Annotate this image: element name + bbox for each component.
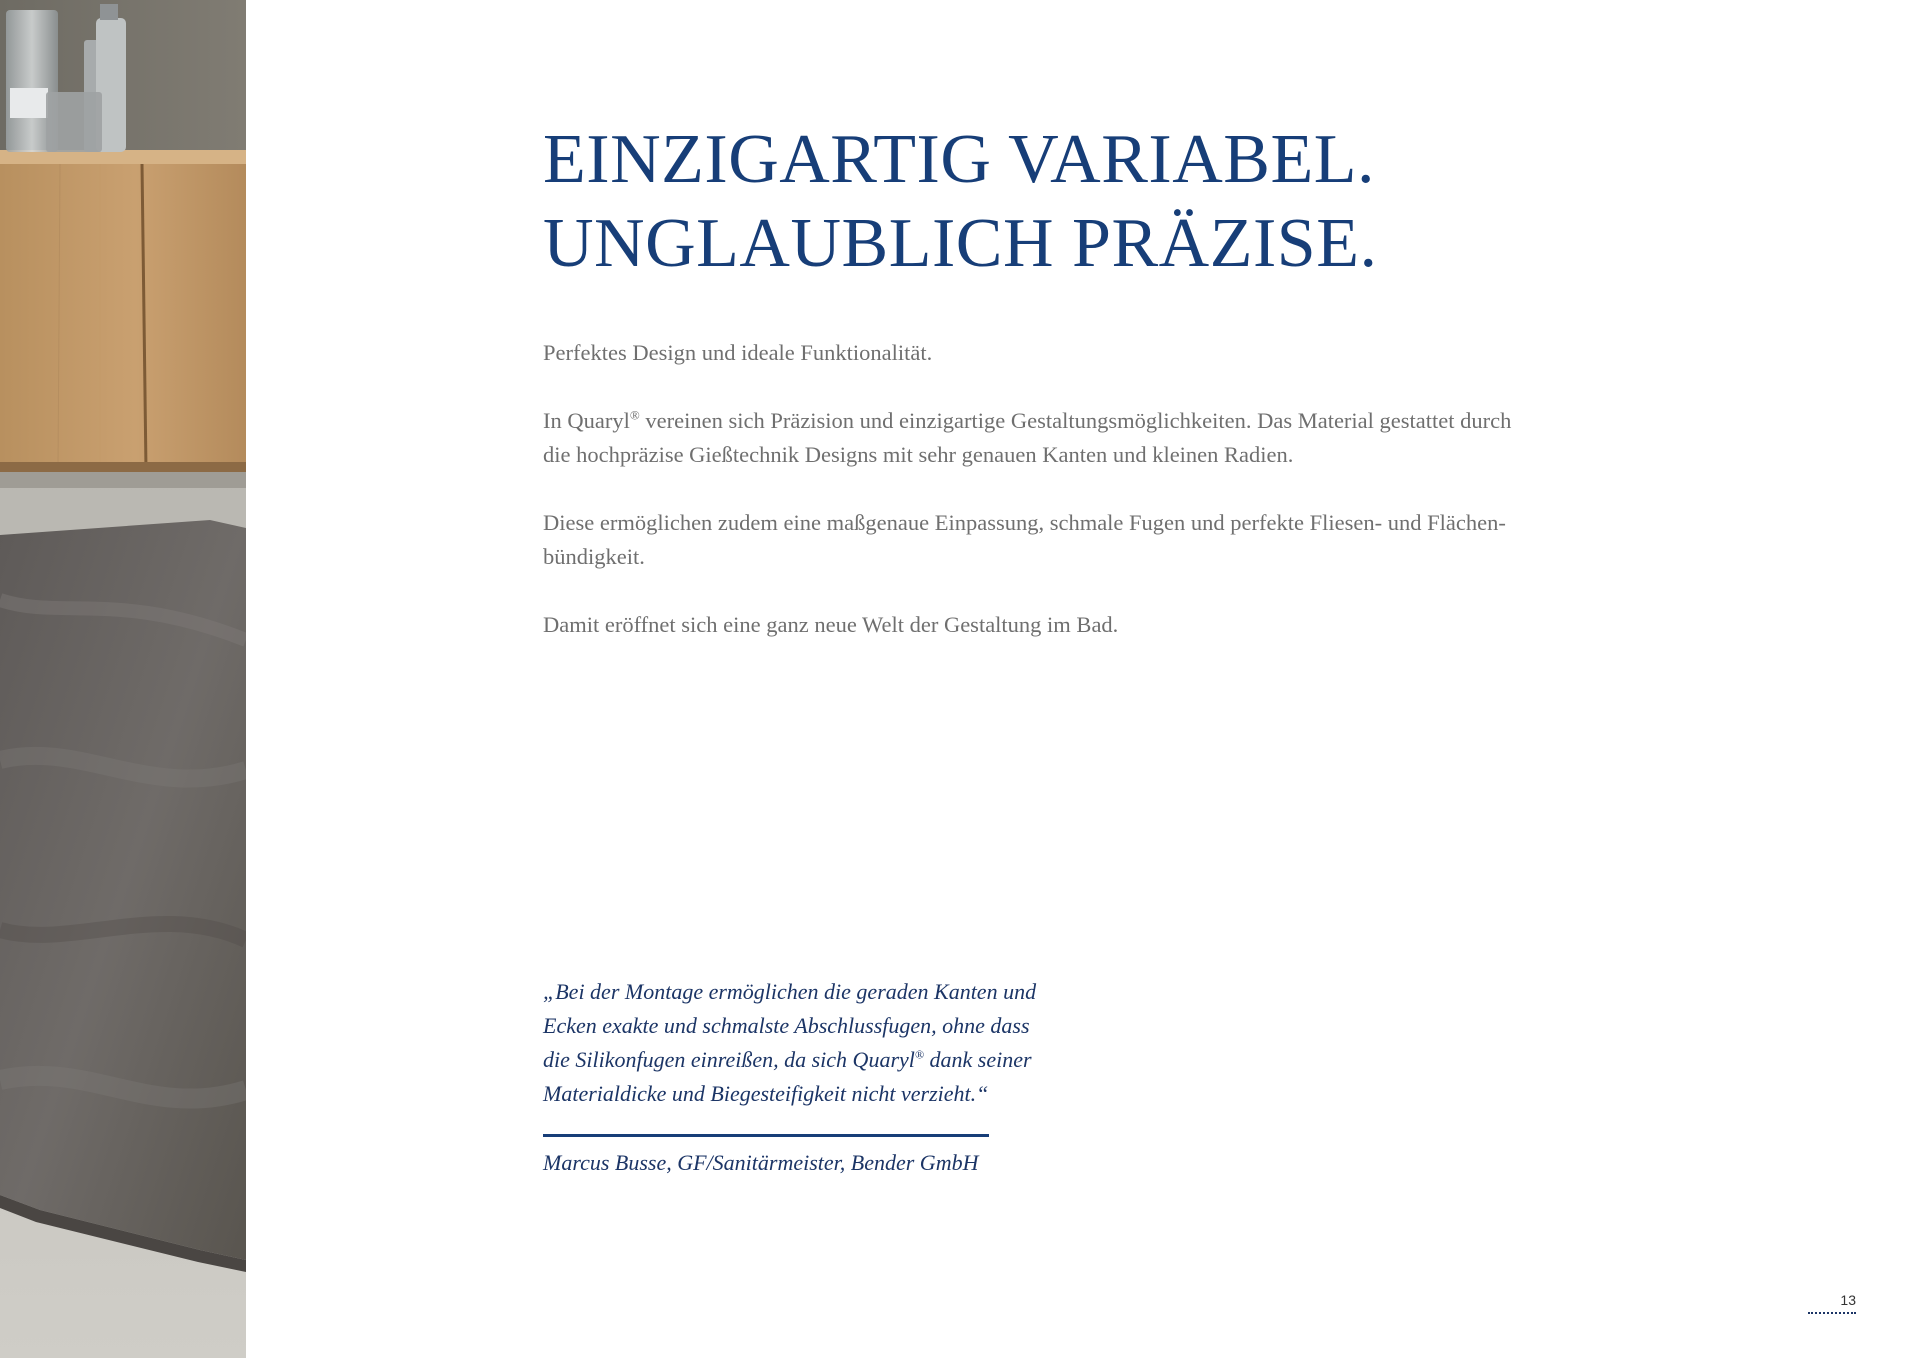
interior-photo	[0, 0, 246, 1358]
page-number	[1808, 1292, 1856, 1314]
headline-line-2: UNGLAUBLICH PRÄZISE.	[543, 205, 1378, 282]
closing-paragraph: Damit eröffnet sich eine ganz neue Welt der Gestaltung im Bad.	[543, 612, 1119, 637]
intro-paragraph: Perfektes Design und ideale Funktionalität.	[543, 340, 933, 365]
quaryl-paragraph-rest: vereinen sich Präzision und einzigartige Gestaltungsmöglichkeiten. Das Material gestattet durch die hochpräzise Gießtechnik Designs mit sehr genauen Kanten und kleinen Radien.	[543, 408, 1512, 467]
quaryl-paragraph-start: In Quaryl	[543, 408, 630, 433]
interior-photo-illustration	[0, 0, 246, 1358]
body-text	[543, 336, 1523, 676]
quote-registered-mark: ®	[914, 1047, 925, 1062]
quote-line-2: Ecken exakte und schmalste Abschlussfugen, ohne dass	[543, 1013, 1030, 1038]
quote-divider	[543, 1134, 989, 1137]
customer-quote	[543, 975, 1063, 1111]
page-number-dots	[1808, 1312, 1856, 1314]
quote-line-3-start: die Silikonfugen einreißen, da sich Quaryl	[543, 1047, 915, 1072]
headline-line-1: EINZIGARTIG VARIABEL.	[543, 121, 1375, 198]
quote-line-1: „Bei der Montage ermöglichen die geraden Kanten und	[543, 979, 1037, 1004]
page-number-value: 13	[1840, 1292, 1856, 1308]
quote-attribution: Marcus Busse, GF/Sanitärmeister, Bender GmbH	[543, 1150, 979, 1175]
quote-line-3	[543, 1043, 1063, 1077]
page-headline	[543, 118, 1377, 286]
fitting-paragraph: Diese ermöglichen zudem eine maßgenaue Einpassung, schmale Fugen und perfekte Fliesen- und Flächenbündigkeit.	[543, 510, 1506, 569]
quote-line-4: Materialdicke und Biegesteifigkeit nicht verzieht.“	[543, 1081, 989, 1106]
registered-mark: ®	[629, 407, 640, 423]
quote-line-3-end: dank seiner	[924, 1047, 1032, 1072]
quaryl-paragraph	[543, 404, 1523, 472]
